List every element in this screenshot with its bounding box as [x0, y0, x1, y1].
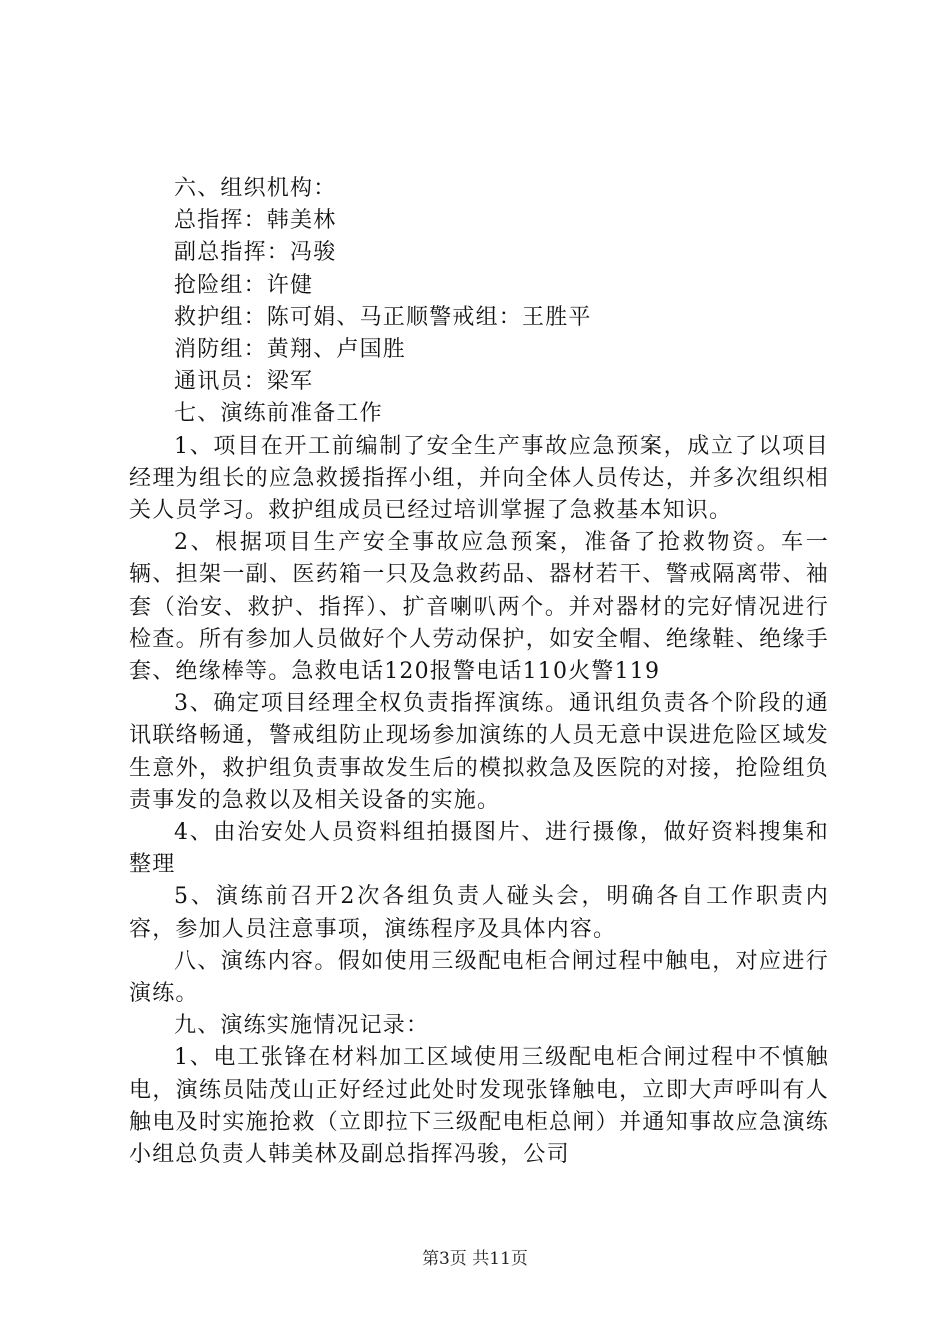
paragraph-drill-content: 八、演练内容。假如使用三级配电柜合闸过程中触电，对应进行演练。 — [129, 948, 829, 1007]
paragraph-2: 2、根据项目生产安全事故应急预案，准备了抢救物资。车一辆、担架一副、医药箱一只及急救药品、器材若干、警戒隔离带、袖套（治安、救护、指挥）、扩音喇叭两个。并对器材的完好情况进行检查。所有参加人员做好个人劳动保护，如安全帽、绝缘鞋、绝缘手套、绝缘棒等。急救电话120报警电话110火警119 — [129, 530, 829, 685]
commander-line: 总指挥：韩美林 — [174, 208, 337, 234]
paragraph-record-1: 1、电工张锋在材料加工区域使用三级配电柜合闸过程中不慎触电，演练员陆茂山正好经过此处时发现张锋触电，立即大声呼叫有人触电及时实施抢救（立即拉下三级配电柜总闸）并通知事故应急演练小组总负责人韩美林及副总指挥冯骏，公司 — [129, 1045, 829, 1168]
rescue-team-line: 抢险组：许健 — [174, 272, 314, 298]
paragraph-1: 1、项目在开工前编制了安全生产事故应急预案，成立了以项目经理为组长的应急救援指挥小组，并向全体人员传达，并多次组织相关人员学习。救护组成员已经过培训掌握了急救基本知识。 — [129, 433, 829, 524]
page-footer: 第3页 共11页 — [422, 1249, 528, 1269]
paragraph-5: 5、演练前召开2次各组负责人碰头会，明确各自工作职责内容，参加人员注意事项，演练程序及具体内容。 — [129, 884, 829, 942]
fire-team-line: 消防组：黄翔、卢国胜 — [174, 337, 407, 363]
communicator-line: 通讯员：梁军 — [174, 369, 314, 395]
paragraph-3: 3、确定项目经理全权负责指挥演练。通讯组负责各个阶段的通讯联络畅通，警戒组防止现场参加演练的人员无意中误进危险区域发生意外，救护组负责事故发生后的模拟救急及医院的对接，抢险组负责事发的急救以及相关设备的实施。 — [129, 691, 829, 813]
document-body — [129, 173, 829, 1171]
paragraph-4: 4、由治安处人员资料组拍摄图片、进行摄像，做好资料搜集和整理 — [129, 820, 829, 878]
section-heading-preparation: 七、演练前准备工作 — [174, 401, 383, 427]
aid-and-guard-team-line: 救护组：陈可娟、马正顺警戒组：王胜平 — [174, 304, 592, 330]
section-heading-organization: 六、组织机构： — [174, 176, 337, 201]
deputy-commander-line: 副总指挥：冯骏 — [174, 240, 337, 266]
section-heading-records: 九、演练实施情况记录： — [174, 1013, 430, 1039]
